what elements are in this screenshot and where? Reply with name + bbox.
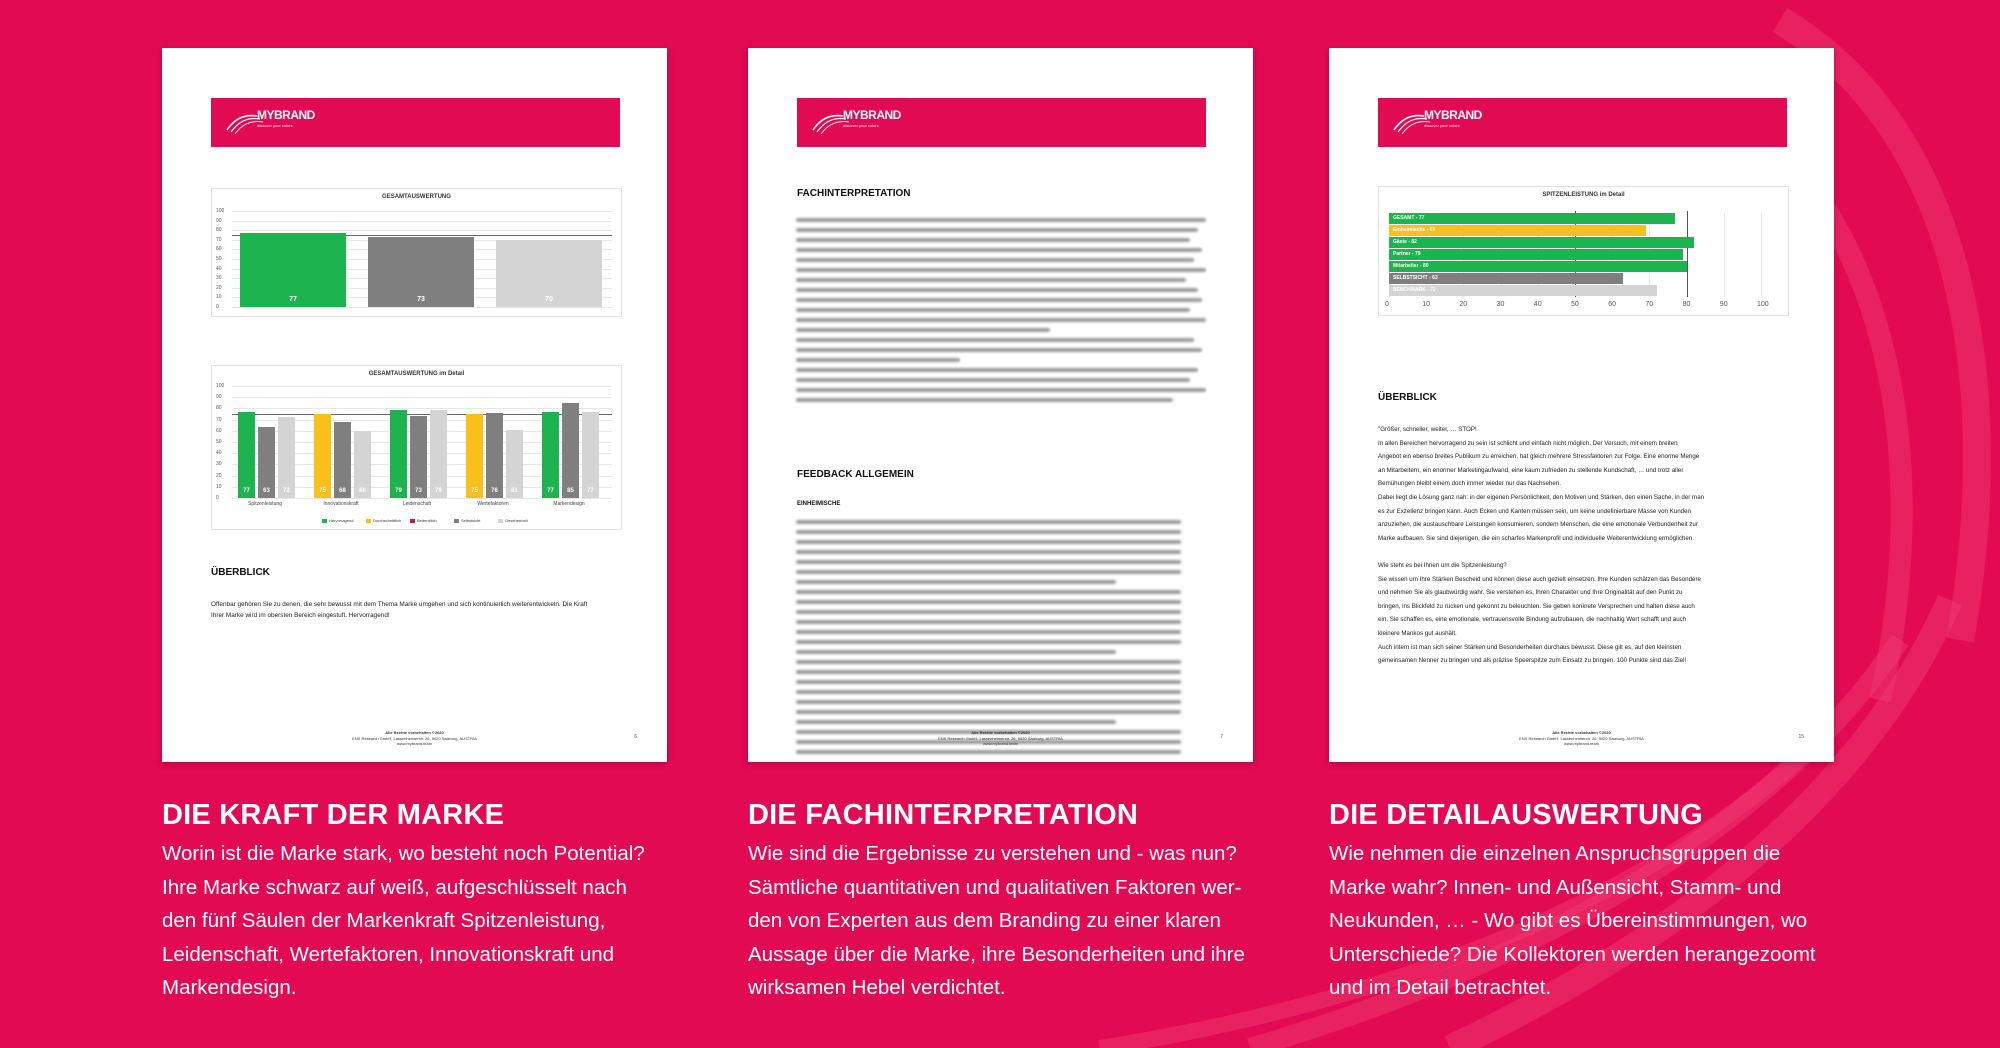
bar <box>562 403 579 498</box>
blurred-line <box>796 750 1181 754</box>
overview-line: Auch intern ist man sich seiner Stärken und Besonderheiten durchaus bewusst. Diese gilt es, auf den kleinsten <box>1378 643 1682 651</box>
bar <box>582 412 599 498</box>
category-label: Spitzenleistung <box>248 501 282 507</box>
y-tick-label: 30 <box>216 461 222 468</box>
caption-text-fachinterpretation <box>748 837 1245 1005</box>
chart-gesamtauswertung <box>211 188 622 317</box>
blurred-line <box>796 298 1202 302</box>
bar <box>278 417 295 498</box>
legend-label: Hervorragend <box>329 518 354 523</box>
overview-line: In allen Bereichen hervorragend zu sein ist schlicht und einfach nicht möglich. Der Versuch, mit einem breiten <box>1378 439 1678 447</box>
y-tick-label: 90 <box>216 217 222 224</box>
legend-entry <box>498 518 528 523</box>
y-tick-label: 70 <box>216 416 222 423</box>
page-number: 15 <box>1798 734 1804 740</box>
bar-value-label: 79 <box>435 488 442 494</box>
x-tick-label: 100 <box>1757 301 1769 308</box>
overview-line: kleinere Mankos gut aushält. <box>1378 630 1457 637</box>
blurred-line <box>796 218 1206 222</box>
footer-address: ENS Research GmbH, Lassenheimerstr. 26, 9020 Salzburg, AUSTRIA <box>352 735 477 741</box>
bar-label: Mitarbeiter - 80 <box>1393 263 1429 269</box>
overview-line: es zur Exzellenz bringen kann. Auch Ecken und Kanten müssen sein, um keine undefinierbare Masse von Kunden <box>1378 507 1692 515</box>
legend-label: Durchschnittlich <box>373 518 402 523</box>
overview-line: Bemühungen bleibt einem doch immer wieder nur das Nachsehen. <box>1378 480 1561 488</box>
x-tick-label: 80 <box>1682 301 1691 308</box>
caption-text-kraft <box>162 837 645 1005</box>
overview-title: ÜBERBLICK <box>211 567 270 578</box>
page-header <box>211 98 620 147</box>
blurred-line <box>796 308 1190 312</box>
caption-line: Leidenschaft, Wertefaktoren, Innovationskraft und <box>162 942 615 966</box>
blurred-line <box>796 530 1181 534</box>
y-tick-label: 20 <box>216 472 222 479</box>
logo-brand: MYBRAND <box>843 108 901 122</box>
blurred-line <box>796 348 1202 352</box>
y-tick-label: 40 <box>216 450 222 457</box>
bar-value-label: 77 <box>243 488 250 494</box>
blurred-line <box>796 680 1181 684</box>
y-tick-label: 60 <box>216 246 222 253</box>
legend-entry <box>454 518 480 523</box>
y-tick-label: 0 <box>216 304 219 310</box>
bar-value-label: 79 <box>395 488 402 494</box>
bar <box>1389 237 1694 248</box>
x-tick-label: 90 <box>1719 301 1728 308</box>
chart-spitzenleistung-detail <box>1378 186 1789 316</box>
overview-line: gemeinsamen Nenner zu bringen und als präzise Speerspitze zum Einsatz zu bringen. 100 Punkte sind das Ziel! <box>1378 657 1687 665</box>
blurred-line <box>796 540 1181 544</box>
bar-label: SELBSTSICHT - 63 <box>1393 275 1438 281</box>
gridline <box>232 386 612 387</box>
logo-brand: MYBRAND <box>1424 108 1482 122</box>
legend-entry <box>366 518 401 523</box>
footer-address: ENS Research GmbH, Lassenheimerstr. 26, 9020 Salzburg, AUSTRIA <box>1519 735 1644 741</box>
report-page-detailauswertung <box>1329 48 1834 762</box>
category-label: Wertefaktoren <box>477 501 509 507</box>
category-label: Innovationskraft <box>323 501 359 507</box>
gridline <box>232 397 612 398</box>
blurred-line <box>796 328 1050 332</box>
overview-title: ÜBERBLICK <box>1378 392 1437 403</box>
overview-line: Dabei liegt die Lösung ganz nah: in der eigenen Persönlichkeit, den Motiven und Stärken, den einen Sache, in der man <box>1378 494 1705 501</box>
blurred-line <box>796 258 1194 262</box>
x-tick-label: 70 <box>1645 301 1654 308</box>
bar-value-label: 61 <box>511 488 518 494</box>
x-tick-label: 50 <box>1571 301 1579 308</box>
caption-line: den von Experten aus dem Branding zu einer klaren <box>748 909 1221 932</box>
blurred-line <box>796 268 1206 272</box>
bar <box>430 410 447 498</box>
gridline <box>232 221 612 222</box>
blurred-text-block <box>796 520 1206 760</box>
y-tick-label: 50 <box>216 439 222 445</box>
chart-title: GESAMTAUSWERTUNG im Detail <box>368 371 465 377</box>
legend-entry <box>410 518 437 523</box>
x-tick-label: 0 <box>1385 301 1389 308</box>
logo-tagline: discover your colors <box>257 123 293 128</box>
blurred-line <box>796 318 1206 322</box>
y-tick-label: 60 <box>216 427 222 434</box>
blurred-line <box>796 248 1202 252</box>
x-tick-label: 30 <box>1496 301 1505 308</box>
legend-label: Gesehenheit <box>505 518 528 523</box>
y-tick-label: 10 <box>216 483 222 490</box>
blurred-line <box>796 228 1198 232</box>
overview-line: Wie steht es bei Ihnen um die Spitzenleistung? <box>1378 562 1507 569</box>
bar <box>466 414 483 498</box>
blurred-line <box>796 660 1181 664</box>
bar-value-label: 72 <box>283 488 290 494</box>
y-tick-label: 40 <box>216 265 222 272</box>
report-page-fachinterpretation <box>748 48 1253 762</box>
overview-line: Sie wissen um Ihre Stärken Bescheid und können diese auch gezielt einsetzen. Ihre Kunden schätzen das Besondere <box>1378 575 1701 583</box>
blurred-line <box>796 358 960 362</box>
bar-value-label: 73 <box>417 296 425 303</box>
bar-value-label: 75 <box>471 488 478 494</box>
caption-text-detailauswertung <box>1329 837 1816 1005</box>
bar <box>410 416 427 498</box>
bar <box>1389 285 1657 296</box>
y-tick-label: 10 <box>216 294 222 301</box>
blurred-line <box>796 690 1181 694</box>
bar-value-label: 75 <box>319 488 326 494</box>
blurred-line <box>796 338 1194 342</box>
y-tick-label: 80 <box>216 405 222 412</box>
y-tick-label: 0 <box>216 495 219 501</box>
reference-line <box>1687 211 1688 297</box>
caption-title-kraft: DIE KRAFT DER MARKE <box>162 799 505 831</box>
blurred-line <box>796 640 1181 644</box>
blurred-line <box>796 610 1181 614</box>
subsection-einheimische: EINHEIMISCHE <box>797 501 841 507</box>
blurred-line <box>796 368 1198 372</box>
y-tick-label: 100 <box>216 208 225 214</box>
legend-swatch <box>454 519 459 523</box>
section-feedback: FEEDBACK ALLGEMEIN <box>797 469 914 480</box>
caption-line: wirksamen Hebel verdichtet. <box>748 976 1006 999</box>
caption-line: und im Detail betrachtet. <box>1329 976 1552 999</box>
caption-line: Wie sind die Ergebnisse zu verstehen und - was nun? <box>748 842 1237 865</box>
gridline <box>1724 213 1725 297</box>
report-page-kraft <box>162 48 667 762</box>
y-tick-label: 80 <box>216 227 222 234</box>
y-tick-label: 70 <box>216 236 222 243</box>
overview-line: Marke aufbauen. Sie sind diejenigen, die ein scharfes Markenprofil und individuelle Weiterentwicklung ermöglichen. <box>1378 534 1694 542</box>
category-label: Markendesign <box>553 501 585 507</box>
logo-brand: MYBRAND <box>257 108 315 122</box>
bar-label: Einheimische - 69 <box>1393 227 1436 233</box>
page-footer <box>1329 730 1834 747</box>
y-tick-label: 90 <box>216 394 222 401</box>
page-footer <box>162 730 667 747</box>
x-tick-label: 40 <box>1533 301 1542 308</box>
gridline <box>232 498 612 499</box>
x-tick-label: 60 <box>1608 301 1616 308</box>
legend-swatch <box>498 519 503 523</box>
caption-line: Marke wahr? Innen- und Außensicht, Stamm- und <box>1329 875 1782 899</box>
gridline <box>232 307 612 308</box>
blurred-line <box>796 288 1198 292</box>
bar-value-label: 76 <box>491 488 498 494</box>
blurred-line <box>796 620 1181 624</box>
overview-text: Offenbar gehören Sie zu denen, die sehr bewusst mit dem Thema Marke umgehen und sich kontinuierlich weiterentwickeln. Die Kraft Ihrer Marke wird im obersten Bereich eingestuft. Hervorragend! <box>211 601 588 619</box>
bar-label: GESAMT - 77 <box>1393 215 1425 221</box>
blurred-line <box>796 378 1190 382</box>
bar-value-label: 77 <box>587 488 594 494</box>
blurred-line <box>796 650 1116 654</box>
caption-line: Ihre Marke schwarz auf weiß, aufgeschlüsselt nach <box>162 875 627 899</box>
caption-title-fachinterpretation: DIE FACHINTERPRETATION <box>748 799 1138 831</box>
bar-label: BENCHMARK - 72 <box>1393 287 1436 293</box>
legend-label: Bedenklich <box>417 518 437 523</box>
bar <box>1389 273 1623 284</box>
legend-swatch <box>322 519 327 523</box>
category-label: Leidenschaft <box>402 501 432 507</box>
bar <box>1389 249 1683 260</box>
bar-value-label: 77 <box>547 488 554 494</box>
footer-rights: Alle Rechte vorbehalten ©2020 <box>971 730 1030 735</box>
blurred-line <box>796 600 1181 604</box>
blurred-line <box>796 388 1206 392</box>
page-footer <box>748 730 1253 747</box>
overview-line: "Größer, schneller, weiter, … STOP! <box>1378 426 1477 433</box>
section-fachinterpretation: FACHINTERPRETATION <box>797 188 911 199</box>
page-number: 6 <box>634 734 637 740</box>
overview-line: ein. Sie schaffen es, eine emotionale, vertrauensvolle Bindung aufzubauen, die nachhaltig Wert schafft und auch <box>1378 616 1687 624</box>
bar <box>334 422 351 498</box>
footer-address: ENS Research GmbH, Lassenheimerstr. 26, 9020 Salzburg, AUSTRIA <box>938 735 1063 741</box>
blurred-line <box>796 398 1173 402</box>
overview-line: und nehmen Sie als glaubwürdig wahr. Sie verstehen es, Ihren Charakter und Ihre Originalität auf den Punkt zu <box>1378 589 1683 597</box>
logo-tagline: discover your colors <box>1424 123 1460 128</box>
caption-line: den fünf Säulen der Markenkraft Spitzenleistung, <box>162 909 606 932</box>
blurred-line <box>796 550 1181 554</box>
blurred-line <box>796 520 1181 524</box>
bar-value-label: 73 <box>415 488 422 494</box>
footer-url: www.mybrand.team <box>1563 741 1600 746</box>
bar <box>1389 213 1675 224</box>
chart-title: SPITZENLEISTUNG im Detail <box>1542 192 1625 198</box>
bar <box>238 412 255 498</box>
y-tick-label: 20 <box>216 284 222 291</box>
blurred-text-block <box>796 218 1206 408</box>
blurred-line <box>796 700 1181 704</box>
chart-gesamtauswertung-detail <box>211 365 622 530</box>
footer-url: www.mybrand.team <box>982 741 1019 746</box>
bar-value-label: 77 <box>289 296 297 303</box>
page-number: 7 <box>1220 734 1223 740</box>
footer-url: www.mybrand.team <box>396 741 433 746</box>
gridline <box>1761 213 1762 297</box>
bar <box>314 414 331 498</box>
footer-rights: Alle Rechte vorbehalten ©2020 <box>1552 730 1611 735</box>
logo-tagline: discover your colors <box>843 123 879 128</box>
legend-label: Selbstsicht <box>461 518 481 523</box>
caption-line: Unterschiede? Die Kollektoren werden herangezoomt <box>1329 942 1816 966</box>
y-tick-label: 50 <box>216 256 222 262</box>
bar-value-label: 68 <box>339 488 346 494</box>
legend-swatch <box>410 519 415 523</box>
blurred-line <box>796 720 1116 724</box>
bar <box>390 410 407 498</box>
gridline <box>232 408 612 409</box>
gridline <box>232 211 612 212</box>
bar-label: Partner - 79 <box>1393 251 1421 257</box>
y-tick-label: 100 <box>216 383 225 389</box>
caption-title-detailauswertung: DIE DETAILAUSWERTUNG <box>1329 799 1704 831</box>
bar-value-label: 60 <box>359 488 366 494</box>
caption-line: Neukunden, … - Wo gibt es Übereinstimmungen, wo <box>1329 909 1808 932</box>
overview-line: Angebot ein ebenso breites Publikum zu erreichen, hat gleich mehrere Stressfaktoren zur Folge: Eine enorme Menge <box>1378 453 1700 461</box>
overview-line: bringen, ins Blickfeld zu rücken und gekonnt zu beleuchten. Sie geben konkrete Versprechen und halten diese auch <box>1378 602 1695 610</box>
blurred-line <box>796 560 1181 564</box>
overview-line: anzuziehen, die austauschbare Leistungen konsumieren, sondern Menschen, die eine emotionale Verbundenheit zur <box>1378 521 1698 529</box>
legend-entry <box>322 518 353 523</box>
footer-rights: Alle Rechte vorbehalten ©2020 <box>385 730 444 735</box>
x-tick-label: 20 <box>1459 301 1468 308</box>
caption-line: Wie nehmen die einzelnen Anspruchsgruppen die <box>1329 842 1781 865</box>
caption-line: Worin ist die Marke stark, wo besteht noch Potential? <box>162 842 645 865</box>
bar-value-label: 63 <box>263 488 270 494</box>
blurred-line <box>796 670 1181 674</box>
page-header <box>797 98 1206 147</box>
blurred-line <box>796 570 1181 574</box>
page-header <box>1378 98 1787 147</box>
overview-line: an Mitarbeitern, ein enormer Marketingaufwand, eine kaum zufrieden zu stellende Kundschaft, … und trotz aller <box>1378 466 1684 474</box>
bar-value-label: 85 <box>567 488 574 494</box>
bar <box>486 413 503 498</box>
bar-value-label: 70 <box>545 296 553 303</box>
blurred-line <box>796 238 1190 242</box>
caption-line: Aussage über die Marke, ihre Besonderheiten und ihre <box>748 942 1245 966</box>
gridline <box>232 230 612 231</box>
legend-swatch <box>366 519 371 523</box>
bar <box>1389 225 1646 236</box>
y-tick-label: 30 <box>216 275 222 282</box>
bar-label: Gäste - 82 <box>1393 239 1417 245</box>
caption-line: Sämtliche quantitativen und qualitativen Faktoren wer- <box>748 875 1242 899</box>
blurred-line <box>796 630 1181 634</box>
bar <box>542 412 559 498</box>
blurred-line <box>796 278 1186 282</box>
blurred-line <box>796 590 1181 594</box>
blurred-line <box>796 710 1181 714</box>
chart-title: GESAMTAUSWERTUNG <box>382 194 451 200</box>
x-tick-label: 10 <box>1422 301 1430 308</box>
blurred-line <box>796 580 1116 584</box>
caption-line: Markendesign. <box>162 976 297 999</box>
bar <box>1389 261 1687 272</box>
